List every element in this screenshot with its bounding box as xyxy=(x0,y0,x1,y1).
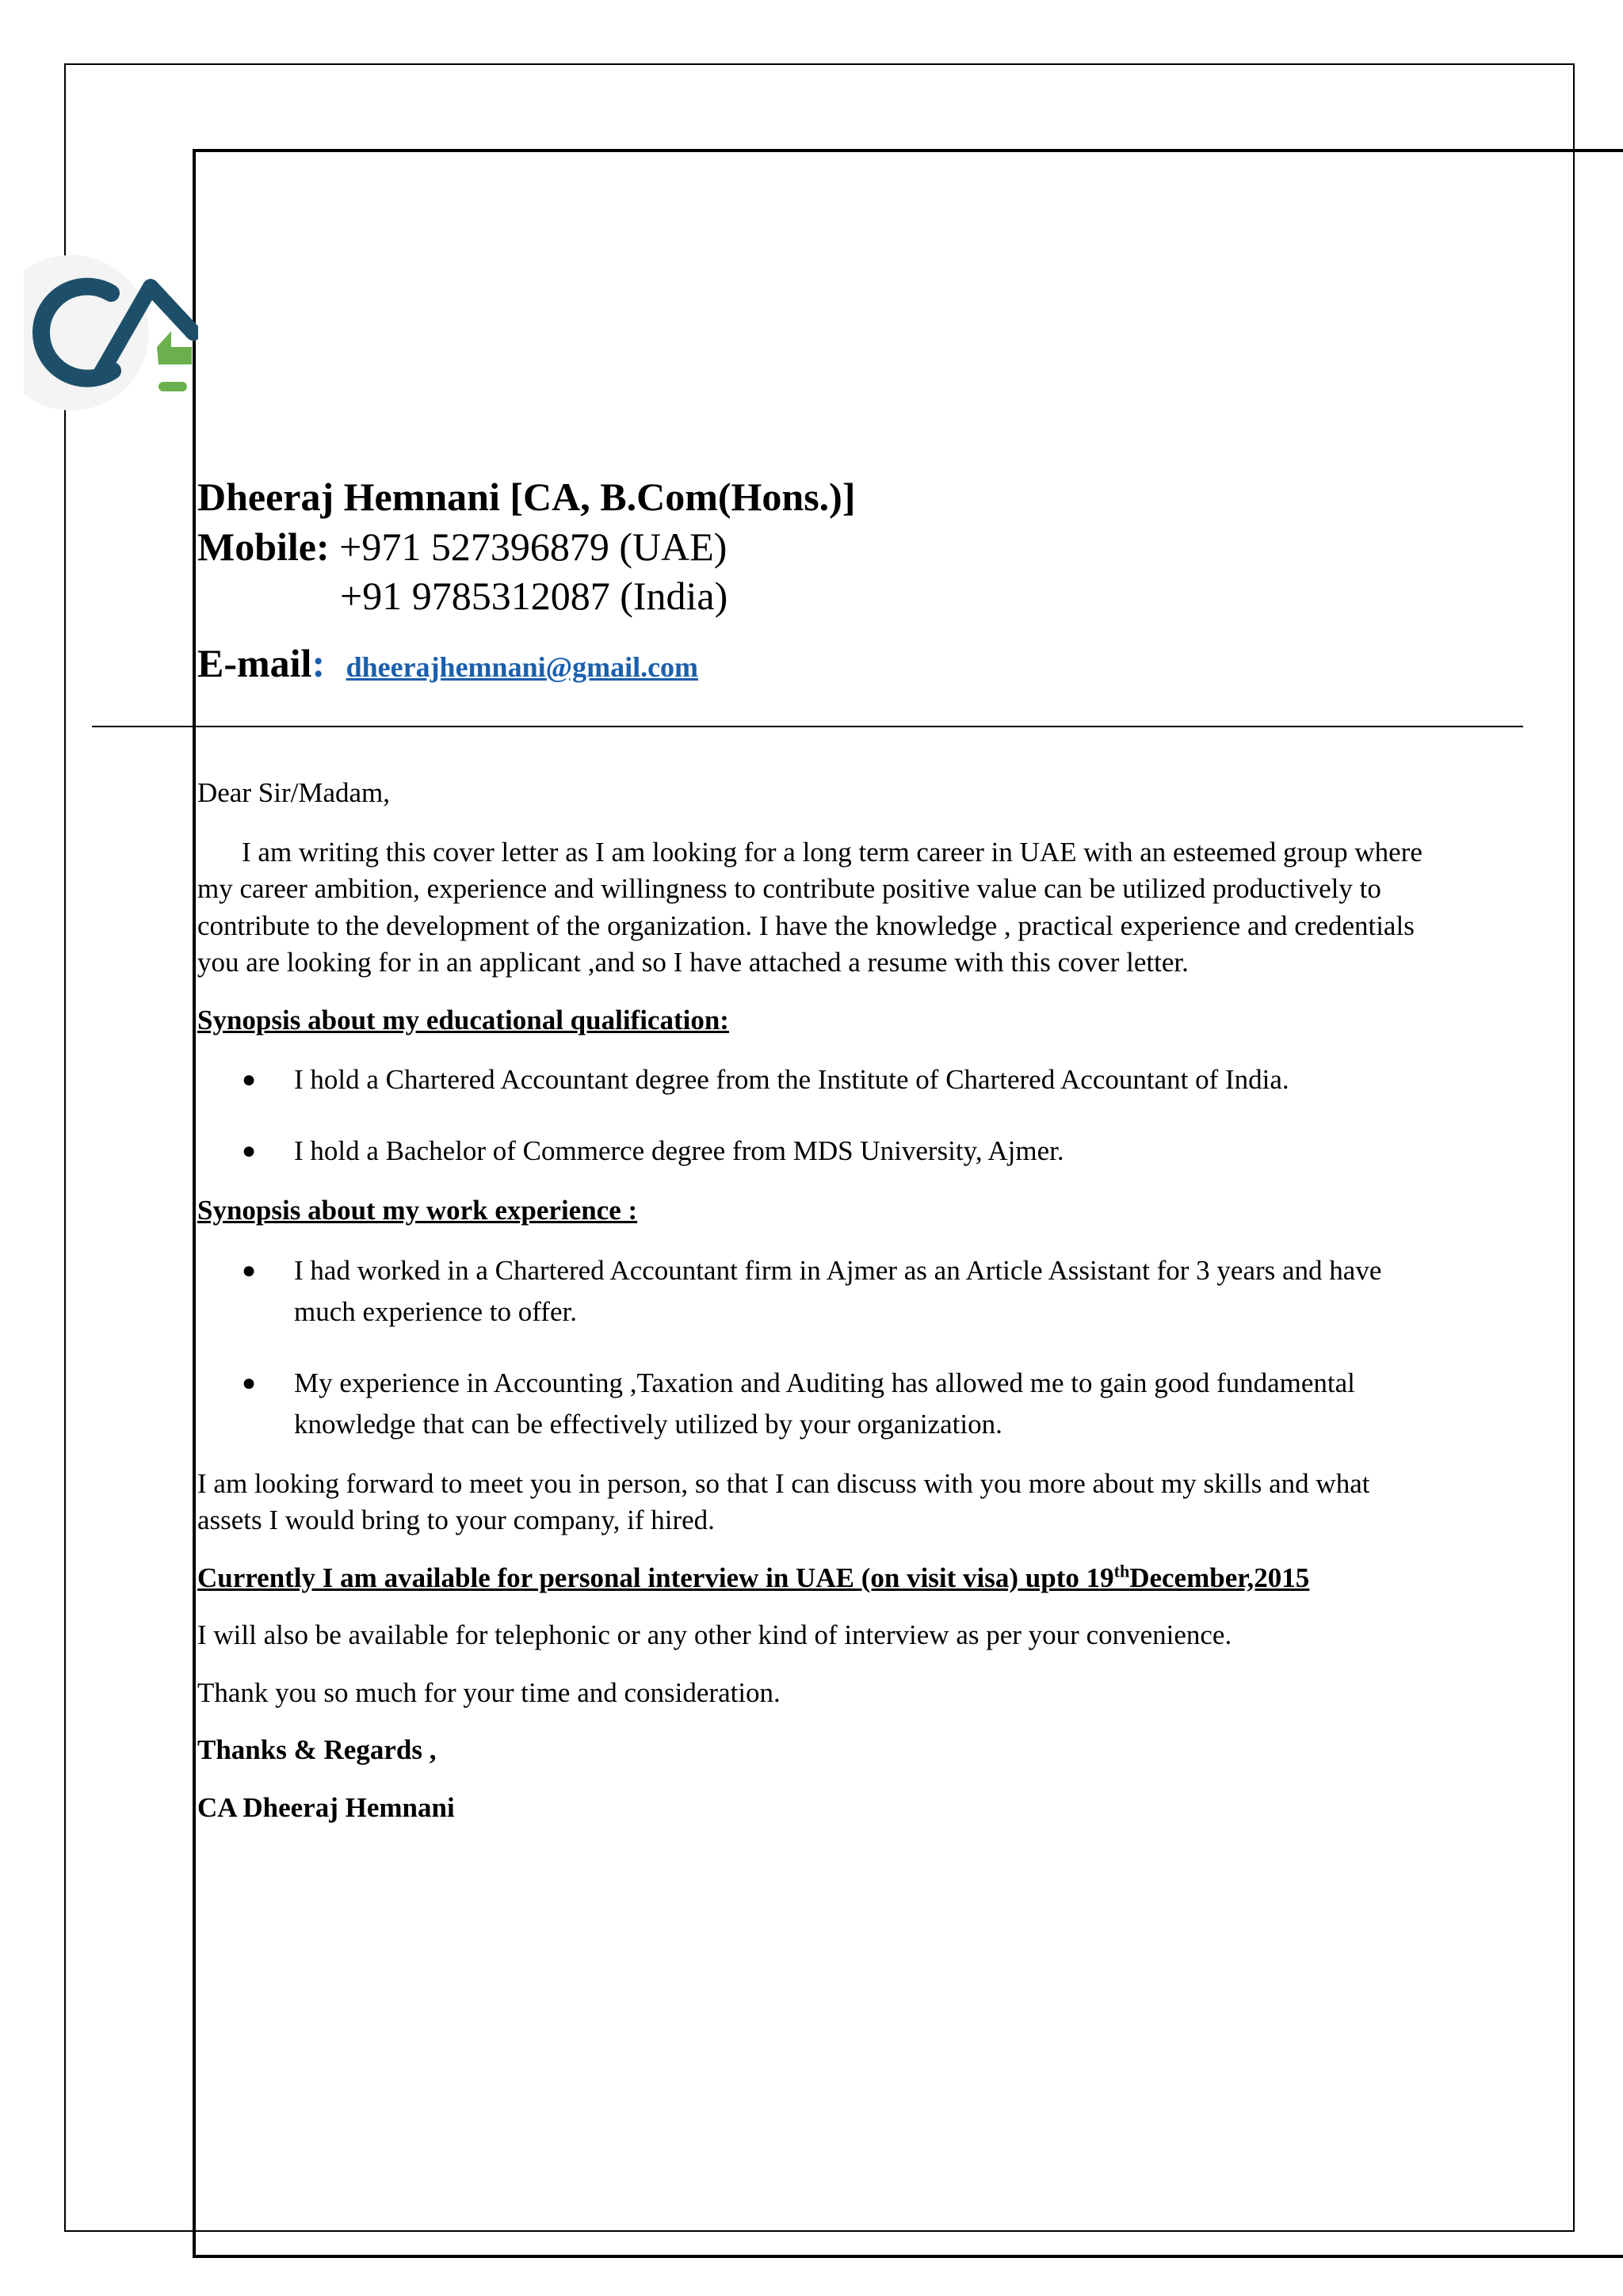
availability-prefix: Currently I am available for personal interview in UAE (on visit visa) upto 19 xyxy=(197,1562,1114,1593)
list-item xyxy=(197,1363,1434,1445)
thanks-line: Thank you so much for your time and consideration. xyxy=(197,1676,781,1708)
work-item-article: I had worked in a Chartered Accountant firm in Ajmer as an Article Assistant for 3 years and have much experience to offer. xyxy=(294,1254,1382,1327)
work-list xyxy=(197,1250,1434,1445)
salutation: Dear Sir/Madam, xyxy=(197,777,390,808)
education-item-ca: I hold a Chartered Accountant degree from the Institute of Chartered Accountant of India. xyxy=(294,1064,1289,1095)
bullet-icon: ● xyxy=(242,1138,257,1164)
availability-suffix: December,2015 xyxy=(1129,1562,1310,1593)
list-item xyxy=(197,1059,1434,1100)
regards-line: Thanks & Regards , xyxy=(197,1734,437,1765)
list-item xyxy=(197,1250,1434,1333)
intro-paragraph: I am writing this cover letter as I am looking for a long term career in UAE with an esteemed group where my career ambition, experience and willingness to contribute positive value can be utilized productively to contribute to the development of the organization. I have the knowledge , practical experience and credentials you are looking for in an applicant ,and so I have attached a resume with this cover letter. xyxy=(197,836,1423,978)
signature: CA Dheeraj Hemnani xyxy=(197,1791,455,1823)
availability-line xyxy=(197,1560,1434,1597)
email-link[interactable]: dheerajhemnani@gmail.com xyxy=(346,651,699,683)
mobile-line-uae xyxy=(197,522,1505,571)
letter-body xyxy=(197,775,1434,1826)
email-colon: : xyxy=(311,641,326,685)
education-item-bcom: I hold a Bachelor of Commerce degree from MDS University, Ajmer. xyxy=(294,1135,1064,1166)
letter-header xyxy=(197,471,1505,692)
mobile-number-uae: +971 527396879 (UAE) xyxy=(339,524,727,569)
bullet-icon: ● xyxy=(242,1257,257,1283)
header-divider xyxy=(92,726,1523,727)
bullet-icon: ● xyxy=(242,1066,257,1093)
applicant-name: Dheeraj Hemnani [CA, B.Com(Hons.)] xyxy=(197,475,856,519)
email-line xyxy=(197,638,1505,692)
list-item xyxy=(197,1131,1434,1172)
bullet-icon: ● xyxy=(242,1369,257,1396)
ca-logo-icon xyxy=(24,254,198,412)
education-heading: Synopsis about my educational qualification: xyxy=(197,1004,729,1035)
education-list xyxy=(197,1059,1434,1172)
closing-paragraph: I am looking forward to meet you in person, so that I can discuss with you more about my skills and what assets I would bring to your company, if hired. xyxy=(197,1467,1370,1535)
mobile-label: Mobile: xyxy=(197,524,330,569)
work-item-experience: My experience in Accounting ,Taxation and Auditing has allowed me to gain good fundamental knowledge that can be effectively utilized by your organization. xyxy=(294,1367,1355,1440)
work-heading: Synopsis about my work experience : xyxy=(197,1195,638,1226)
email-label: E-mail xyxy=(197,641,312,685)
telephonic-line: I will also be available for telephonic or any other kind of interview as per your convenience. xyxy=(197,1619,1232,1650)
availability-sup: th xyxy=(1113,1560,1130,1581)
mobile-number-india: +91 9785312087 (India) xyxy=(340,574,728,618)
